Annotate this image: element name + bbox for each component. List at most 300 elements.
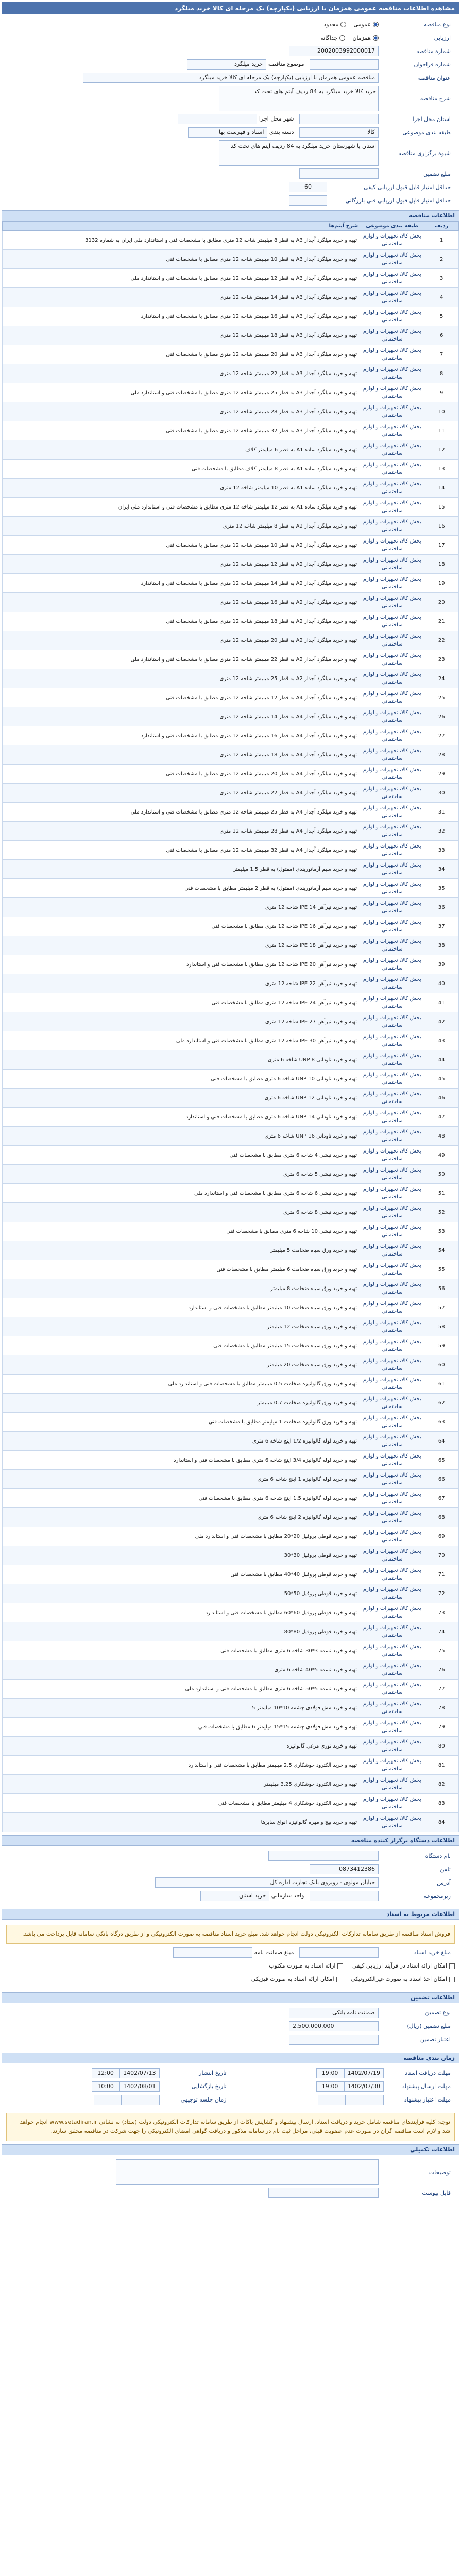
extra-notes-value <box>116 2159 379 2185</box>
sys-row <box>6 194 455 207</box>
row-description: تهیه و خرید تیرآهن IPE 18 شاخه 12 متری <box>3 936 360 955</box>
row-unit: بخش کالا، تجهیزات و لوازم ساختمانی <box>360 1660 424 1680</box>
row-number: 39 <box>424 955 459 974</box>
row-description: تهیه و خرید تسمه 5*40 شاخه 6 متری <box>3 1660 360 1680</box>
row-unit: بخش کالا، تجهیزات و لوازم ساختمانی <box>360 326 424 345</box>
row-unit: بخش کالا، تجهیزات و لوازم ساختمانی <box>360 1127 424 1146</box>
table-row <box>3 1470 459 1489</box>
dates-grid <box>2 2063 459 2110</box>
row-number: 32 <box>424 822 459 841</box>
row-number: 68 <box>424 1508 459 1527</box>
tender-no-value: 2002003992000017 <box>289 46 379 56</box>
row-unit: بخش کالا، تجهیزات و لوازم ساختمانی <box>360 460 424 479</box>
table-row <box>3 1584 459 1603</box>
sys-label: حداقل امتیاز قابل قبول ارزیابی فنی بازرگانی <box>345 197 451 204</box>
table-row <box>3 1508 459 1527</box>
items-body <box>3 231 459 1832</box>
row-unit: بخش کالا، تجهیزات و لوازم ساختمانی <box>360 1336 424 1355</box>
table-row <box>3 1565 459 1584</box>
row-description: تهیه و خرید تیرآهن IPE 20 شاخه 12 متری مطابق با مشخصات فنی و استاندارد <box>3 955 360 974</box>
row-unit: بخش کالا، تجهیزات و لوازم ساختمانی <box>360 1794 424 1813</box>
table-row <box>3 1527 459 1546</box>
table-row <box>3 231 459 250</box>
time-value: 19:00 <box>316 2081 344 2092</box>
row-number: 47 <box>424 1108 459 1127</box>
employer-sub-value <box>310 1891 379 1901</box>
row-number: 24 <box>424 669 459 688</box>
row-number: 48 <box>424 1127 459 1146</box>
docs-opt2-checkbox[interactable] <box>337 1963 343 1969</box>
items-table <box>2 221 459 1832</box>
row-description: تهیه و خرید میلگرد آجدار A3 به قطر 16 میلیمتر شاخه 12 متری مطابق با مشخصات فنی و استاندارد <box>3 307 360 326</box>
title-label: عنوان مناقصه <box>418 74 451 81</box>
title-value: مناقصه عمومی همزمان با ارزیابی (یکپارچه) یک مرحله ای کالا خرید میلگرد <box>83 73 379 83</box>
row-description: تهیه و خرید میلگرد آجدار A3 به قطر 8 میلیمتر شاخه 12 متری مطابق با مشخصات فنی و استاندارد ملی ایران به شماره 3132 <box>3 231 360 250</box>
docs-opt4-checkbox[interactable] <box>336 1977 342 1982</box>
row-description: تهیه و خرید میلگرد ساده A1 به قطر 8 میلیمتر کلاف مطابق با مشخصات فنی <box>3 460 360 479</box>
row-unit: بخش کالا، تجهیزات و لوازم ساختمانی <box>360 974 424 993</box>
employer-name-value <box>268 1851 379 1861</box>
table-row <box>3 669 459 688</box>
extra-file-label: فایل پیوست <box>422 2189 451 2196</box>
category-value: اسناد و فهرست بها <box>188 127 267 138</box>
row-unit: بخش کالا، تجهیزات و لوازم ساختمانی <box>360 1584 424 1603</box>
dates-section <box>2 2053 459 2110</box>
row-number: 13 <box>424 460 459 479</box>
row-description: تهیه و خرید ناودانی UNP 12 شاخه 6 متری <box>3 1089 360 1108</box>
cat-label: طبقه بندی موضوعی <box>402 129 451 136</box>
guarantee-value <box>299 168 379 179</box>
date-label: تاریخ انتشار <box>199 2070 227 2077</box>
min-score-label: حداقل امتیاز قابل قبول ارزیابی کیفی <box>364 183 451 191</box>
guarantee-deadline-row <box>6 2033 455 2046</box>
table-row <box>3 784 459 803</box>
row-unit: بخش کالا، تجهیزات و لوازم ساختمانی <box>360 803 424 822</box>
row-description: تهیه و خرید میلگرد آجدار A2 به قطر 25 میلیمتر شاخه 12 متری <box>3 669 360 688</box>
table-row <box>3 745 459 765</box>
guarantee-amount-label: مبلغ تضمین (ریال) <box>407 2023 451 2030</box>
row-description: تهیه و خرید ناودانی UNP 8 شاخه 6 متری <box>3 1050 360 1070</box>
date-label: زمان جلسه توجیهی <box>180 2096 227 2104</box>
date-value: 1402/07/19 <box>344 2068 384 2078</box>
row-unit: بخش کالا، تجهیزات و لوازم ساختمانی <box>360 1813 424 1832</box>
row-unit: بخش کالا، تجهیزات و لوازم ساختمانی <box>360 1565 424 1584</box>
title-row <box>6 71 455 84</box>
row-description: تهیه و خرید میلگرد ساده A1 به قطر 10 میلیمتر شاخه 12 متری <box>3 479 360 498</box>
table-row <box>3 440 459 460</box>
docs-deposit-label: مبلغ ضمانت نامه <box>254 1948 294 1956</box>
extra-notes-row <box>6 2158 455 2186</box>
row-description: تهیه و خرید میلگرد آجدار A3 به قطر 14 میلیمتر شاخه 12 متری <box>3 288 360 307</box>
table-row <box>3 1432 459 1451</box>
row-description: تهیه و خرید میلگرد آجدار A2 به قطر 22 میلیمتر شاخه 12 متری مطابق با مشخصات فنی و استاندارد ملی <box>3 650 360 669</box>
col-desc: شرح آیتم‌ها <box>3 222 360 231</box>
table-row <box>3 1813 459 1832</box>
row-unit: بخش کالا، تجهیزات و لوازم ساختمانی <box>360 1394 424 1413</box>
row-number: 42 <box>424 1012 459 1031</box>
docs-price-row <box>6 1946 455 1959</box>
row-unit: بخش کالا، تجهیزات و لوازم ساختمانی <box>360 745 424 765</box>
row-number: 49 <box>424 1146 459 1165</box>
row-description: تهیه و خرید میلگرد آجدار A3 به قطر 10 میلیمتر شاخه 12 متری مطابق با مشخصات فنی <box>3 250 360 269</box>
employer-section <box>2 1835 459 1906</box>
row-unit: بخش کالا، تجهیزات و لوازم ساختمانی <box>360 650 424 669</box>
table-row <box>3 1794 459 1813</box>
row-unit: بخش کالا، تجهیزات و لوازم ساختمانی <box>360 917 424 936</box>
eval-row <box>6 31 455 44</box>
row-description: تهیه و خرید ورق سیاه ضخامت 10 میلیمتر مطابق با مشخصات فنی و استاندارد <box>3 1298 360 1317</box>
row-number: 72 <box>424 1584 459 1603</box>
row-description: تهیه و خرید سیم آرماتوربندی (مفتول) به قطر 2 میلیمتر مطابق با مشخصات فنی <box>3 879 360 898</box>
row-number: 73 <box>424 1603 459 1622</box>
row-number: 75 <box>424 1641 459 1660</box>
table-row <box>3 1012 459 1031</box>
row-number: 76 <box>424 1660 459 1680</box>
desc-label: شرح مناقصه <box>420 95 451 102</box>
docs-opt3-checkbox[interactable] <box>449 1977 455 1982</box>
row-number: 6 <box>424 326 459 345</box>
row-description: تهیه و خرید میلگرد آجدار A4 به قطر 14 میلیمتر شاخه 12 متری <box>3 707 360 726</box>
row-unit: بخش کالا، تجهیزات و لوازم ساختمانی <box>360 517 424 536</box>
row-description: تهیه و خرید لوله گالوانیزه 2 اینچ شاخه 6 متری <box>3 1508 360 1527</box>
row-description: تهیه و خرید ورق سیاه ضخامت 20 میلیمتر <box>3 1355 360 1375</box>
table-row <box>3 555 459 574</box>
row-number: 78 <box>424 1699 459 1718</box>
employer-phone-row <box>6 1862 455 1876</box>
row-unit: بخش کالا، تجهیزات و لوازم ساختمانی <box>360 1603 424 1622</box>
row-number: 54 <box>424 1241 459 1260</box>
table-row <box>3 1222 459 1241</box>
row-unit: بخش کالا، تجهیزات و لوازم ساختمانی <box>360 1279 424 1298</box>
type-row <box>6 18 455 31</box>
row-unit: بخش کالا، تجهیزات و لوازم ساختمانی <box>360 631 424 650</box>
date-value: 1402/08/01 <box>119 2081 159 2092</box>
row-description: تهیه و خرید تیرآهن IPE 24 شاخه 12 متری مطابق با مشخصات فنی <box>3 993 360 1012</box>
row-number: 65 <box>424 1451 459 1470</box>
row-description: تهیه و خرید میلگرد آجدار A2 به قطر 12 میلیمتر شاخه 12 متری <box>3 555 360 574</box>
table-row <box>3 688 459 707</box>
ref-value <box>310 59 379 70</box>
row-description: تهیه و خرید الکترود جوشکاری 4 میلیمتر مطابق با مشخصات فنی <box>3 1794 360 1813</box>
docs-note: فروش اسناد مناقصه از طریق سامانه تدارکات الکترونیکی دولت انجام خواهد شد. مبلغ خرید اسناد مناقصه به صورت الکترونیکی و از طریق درگاه بانکی سامانه قابل پرداخت می باشد. <box>6 1925 455 1944</box>
cat-row <box>6 126 455 139</box>
row-number: 83 <box>424 1794 459 1813</box>
row-number: 17 <box>424 536 459 555</box>
row-description: تهیه و خرید تیرآهن IPE 22 شاخه 12 متری <box>3 974 360 993</box>
table-row <box>3 345 459 364</box>
table-row <box>3 1546 459 1565</box>
row-description: تهیه و خرید تیرآهن IPE 27 شاخه 12 متری <box>3 1012 360 1031</box>
table-row <box>3 974 459 993</box>
table-row <box>3 1603 459 1622</box>
table-row <box>3 250 459 269</box>
row-number: 69 <box>424 1527 459 1546</box>
row-number: 61 <box>424 1375 459 1394</box>
table-row <box>3 498 459 517</box>
row-number: 29 <box>424 765 459 784</box>
dates-section-title: زمان بندی مناقصه <box>2 2053 459 2063</box>
row-number: 36 <box>424 898 459 917</box>
row-number: 16 <box>424 517 459 536</box>
province-row <box>6 112 455 126</box>
row-description: تهیه و خرید میلگرد آجدار A3 به قطر 18 میلیمتر شاخه 12 متری <box>3 326 360 345</box>
row-description: تهیه و خرید تسمه 3*30 شاخه 6 متری مطابق با مشخصات فنی <box>3 1641 360 1660</box>
row-number: 26 <box>424 707 459 726</box>
row-description: تهیه و خرید میلگرد آجدار A2 به قطر 14 میلیمتر شاخه 12 متری مطابق با مشخصات فنی و استاندارد <box>3 574 360 593</box>
row-number: 52 <box>424 1203 459 1222</box>
category-label: دسته بندی <box>269 129 294 135</box>
docs-price-value <box>299 1947 379 1958</box>
row-description: تهیه و خرید میلگرد آجدار A2 به قطر 16 میلیمتر شاخه 12 متری <box>3 593 360 612</box>
row-description: تهیه و خرید میلگرد آجدار A4 به قطر 18 میلیمتر شاخه 12 متری <box>3 745 360 765</box>
setting-label: شیوه برگزاری مناقصه <box>398 149 451 157</box>
row-description: تهیه و خرید تسمه 5*50 شاخه 6 متری مطابق با مشخصات فنی و استاندارد ملی <box>3 1680 360 1699</box>
table-row <box>3 1680 459 1699</box>
row-number: 9 <box>424 383 459 402</box>
row-number: 27 <box>424 726 459 745</box>
table-row <box>3 765 459 784</box>
row-description: تهیه و خرید میلگرد ساده A1 به قطر 6 میلیمتر کلاف <box>3 440 360 460</box>
row-unit: بخش کالا، تجهیزات و لوازم ساختمانی <box>360 383 424 402</box>
employer-unit-row <box>6 1889 455 1903</box>
desc-value: خرید کالا خرید میلگرد به 84 ردیف آیتم های تحت کد <box>219 86 379 111</box>
docs-deposit-value <box>173 1947 252 1958</box>
row-description: تهیه و خرید قوطی پروفیل 30*30 <box>3 1546 360 1565</box>
row-unit: بخش کالا، تجهیزات و لوازم ساختمانی <box>360 1699 424 1718</box>
eval-radio-separate[interactable] <box>339 35 345 41</box>
employer-address-row <box>6 1876 455 1889</box>
row-number: 40 <box>424 974 459 993</box>
row-number: 28 <box>424 745 459 765</box>
row-description: تهیه و خرید الکترود جوشکاری 2.5 میلیمتر مطابق با مشخصات فنی و استاندارد <box>3 1756 360 1775</box>
table-row <box>3 917 459 936</box>
type-radio-limited[interactable] <box>340 22 346 27</box>
row-number: 23 <box>424 650 459 669</box>
row-unit: بخش کالا، تجهیزات و لوازم ساختمانی <box>360 250 424 269</box>
row-number: 80 <box>424 1737 459 1756</box>
row-description: تهیه و خرید قوطی پروفیل 20*20 مطابق با مشخصات فنی و استاندارد ملی <box>3 1527 360 1546</box>
min-score-value: 60 <box>289 182 327 192</box>
table-row <box>3 1089 459 1108</box>
table-row <box>3 421 459 440</box>
table-row <box>3 1260 459 1279</box>
row-number: 19 <box>424 574 459 593</box>
eval-radio-concurrent[interactable] <box>373 35 379 41</box>
row-unit: بخش کالا، تجهیزات و لوازم ساختمانی <box>360 1050 424 1070</box>
row-unit: بخش کالا، تجهیزات و لوازم ساختمانی <box>360 726 424 745</box>
row-description: تهیه و خرید ناودانی UNP 10 شاخه 6 متری مطابق با مشخصات فنی <box>3 1070 360 1089</box>
row-unit: بخش کالا، تجهیزات و لوازم ساختمانی <box>360 936 424 955</box>
row-number: 18 <box>424 555 459 574</box>
row-unit: بخش کالا، تجهیزات و لوازم ساختمانی <box>360 1089 424 1108</box>
row-number: 81 <box>424 1756 459 1775</box>
table-row <box>3 288 459 307</box>
row-description: تهیه و خرید میلگرد آجدار A4 به قطر 20 میلیمتر شاخه 12 متری مطابق با مشخصات فنی <box>3 765 360 784</box>
row-description: تهیه و خرید میلگرد آجدار A4 به قطر 28 میلیمتر شاخه 12 متری <box>3 822 360 841</box>
row-unit: بخش کالا، تجهیزات و لوازم ساختمانی <box>360 822 424 841</box>
row-number: 46 <box>424 1089 459 1108</box>
row-description: تهیه و خرید لوله گالوانیزه 1 اینچ شاخه 6 متری <box>3 1470 360 1489</box>
eval-option-concurrent: همزمان <box>352 34 371 41</box>
table-row <box>3 479 459 498</box>
guarantee-type-row <box>6 2006 455 2020</box>
row-unit: بخش کالا، تجهیزات و لوازم ساختمانی <box>360 707 424 726</box>
top-section <box>2 14 459 210</box>
table-row <box>3 1241 459 1260</box>
docs-opt-row-2 <box>6 1973 455 1986</box>
extra-section <box>2 2144 459 2202</box>
row-number: 53 <box>424 1222 459 1241</box>
guarantee-deadline-value <box>289 2035 379 2045</box>
row-description: تهیه و خرید تیرآهن IPE 16 شاخه 12 متری مطابق با مشخصات فنی <box>3 917 360 936</box>
col-num: ردیف <box>424 222 459 231</box>
row-number: 70 <box>424 1546 459 1565</box>
row-description: تهیه و خرید قوطی پروفیل 40*40 مطابق با مشخصات فنی <box>3 1565 360 1584</box>
row-description: تهیه و خرید نبشی 10 شاخه 6 متری مطابق با مشخصات فنی <box>3 1222 360 1241</box>
row-description: تهیه و خرید مش فولادی چشمه 15*15 میلیمتر 6 مطابق با مشخصات فنی <box>3 1718 360 1737</box>
row-unit: بخش کالا، تجهیزات و لوازم ساختمانی <box>360 860 424 879</box>
row-description: تهیه و خرید ورق سیاه ضخامت 6 میلیمتر مطابق با مشخصات فنی <box>3 1260 360 1279</box>
row-description: تهیه و خرید تیرآهن IPE 30 شاخه 12 متری مطابق با مشخصات فنی و استاندارد ملی <box>3 1031 360 1050</box>
row-unit: بخش کالا، تجهیزات و لوازم ساختمانی <box>360 1375 424 1394</box>
table-row <box>3 574 459 593</box>
row-description: تهیه و خرید ورق گالوانیزه ضخامت 1 میلیمتر مطابق با مشخصات فنی <box>3 1413 360 1432</box>
guarantee-deadline-label: اعتبار تضمین <box>420 2036 451 2043</box>
ref-row <box>6 58 455 71</box>
docs-opt4-label: امکان ارائه اسناد به صورت فیزیکی <box>251 1976 334 1983</box>
row-description: تهیه و خرید نبشی 6 شاخه 6 متری مطابق با مشخصات فنی و استاندارد ملی <box>3 1184 360 1203</box>
row-number: 11 <box>424 421 459 440</box>
table-row <box>3 955 459 974</box>
row-description: تهیه و خرید ورق سیاه ضخامت 12 میلیمتر <box>3 1317 360 1336</box>
row-description: تهیه و خرید قوطی پروفیل 80*80 <box>3 1622 360 1641</box>
guarantee-amount-value: 2,500,000,000 <box>289 2021 379 2031</box>
row-description: تهیه و خرید میلگرد آجدار A3 به قطر 28 میلیمتر شاخه 12 متری <box>3 402 360 421</box>
table-row <box>3 383 459 402</box>
row-description: تهیه و خرید میلگرد آجدار A4 به قطر 12 میلیمتر شاخه 12 متری مطابق با مشخصات فنی <box>3 688 360 707</box>
row-description: تهیه و خرید میلگرد آجدار A2 به قطر 20 میلیمتر شاخه 12 متری <box>3 631 360 650</box>
table-row <box>3 326 459 345</box>
row-description: تهیه و خرید ورق سیاه ضخامت 8 میلیمتر <box>3 1279 360 1298</box>
row-unit: بخش کالا، تجهیزات و لوازم ساختمانی <box>360 955 424 974</box>
row-number: 56 <box>424 1279 459 1298</box>
date-value: 1402/07/13 <box>119 2068 159 2078</box>
row-unit: بخش کالا، تجهیزات و لوازم ساختمانی <box>360 1775 424 1794</box>
docs-section <box>2 1909 459 1989</box>
row-description: تهیه و خرید لوله گالوانیزه 1/2 اینچ شاخه 6 متری <box>3 1432 360 1451</box>
docs-opt1-checkbox[interactable] <box>449 1963 455 1969</box>
date-label: تاریخ بازگشایی <box>191 2083 227 2090</box>
row-unit: بخش کالا، تجهیزات و لوازم ساختمانی <box>360 1031 424 1050</box>
table-row <box>3 402 459 421</box>
row-description: تهیه و خرید لوله گالوانیزه 3/4 اینچ شاخه 6 متری مطابق با مشخصات فنی و استاندارد <box>3 1451 360 1470</box>
row-number: 55 <box>424 1260 459 1279</box>
row-unit: بخش کالا، تجهیزات و لوازم ساختمانی <box>360 1317 424 1336</box>
table-row <box>3 1050 459 1070</box>
row-description: تهیه و خرید قوطی پروفیل 60*60 مطابق با مشخصات فنی و استاندارد <box>3 1603 360 1622</box>
table-row <box>3 612 459 631</box>
row-unit: بخش کالا، تجهیزات و لوازم ساختمانی <box>360 1756 424 1775</box>
table-row <box>3 1336 459 1355</box>
time-value: 19:00 <box>316 2068 344 2078</box>
row-unit: بخش کالا، تجهیزات و لوازم ساختمانی <box>360 479 424 498</box>
date-cell <box>6 2093 231 2107</box>
row-unit: بخش کالا، تجهیزات و لوازم ساختمانی <box>360 879 424 898</box>
table-row <box>3 822 459 841</box>
row-unit: بخش کالا، تجهیزات و لوازم ساختمانی <box>360 1737 424 1756</box>
table-row <box>3 1775 459 1794</box>
type-label: نوع مناقصه <box>423 21 451 28</box>
row-number: 74 <box>424 1622 459 1641</box>
row-number: 1 <box>424 231 459 250</box>
row-unit: بخش کالا، تجهیزات و لوازم ساختمانی <box>360 1070 424 1089</box>
table-row <box>3 1451 459 1470</box>
row-number: 67 <box>424 1489 459 1508</box>
row-number: 10 <box>424 402 459 421</box>
employer-section-title: اطلاعات دستگاه برگزار کننده مناقصه <box>2 1835 459 1846</box>
table-row <box>3 269 459 288</box>
row-number: 59 <box>424 1336 459 1355</box>
table-row <box>3 307 459 326</box>
city-label: شهر محل اجرا <box>259 115 294 122</box>
tender-no-row <box>6 44 455 58</box>
table-row <box>3 1355 459 1375</box>
table-row <box>3 1756 459 1775</box>
row-unit: بخش کالا، تجهیزات و لوازم ساختمانی <box>360 364 424 383</box>
date-label: مهلت ارسال پیشنهاد <box>402 2083 451 2090</box>
date-label: مهلت اعتبار پیشنهاد <box>404 2096 451 2104</box>
row-description: تهیه و خرید ورق سیاه ضخامت 5 میلیمتر <box>3 1241 360 1260</box>
row-number: 77 <box>424 1680 459 1699</box>
table-row <box>3 631 459 650</box>
row-unit: بخش کالا، تجهیزات و لوازم ساختمانی <box>360 574 424 593</box>
row-number: 12 <box>424 440 459 460</box>
employer-address-value: خیابان مولوی - روبروی بانک تجارت اداره کل <box>155 1877 379 1888</box>
date-cell <box>231 2080 455 2093</box>
table-row <box>3 536 459 555</box>
row-description: تهیه و خرید سیم آرماتوربندی (مفتول) به قطر 1.5 میلیمتر <box>3 860 360 879</box>
row-unit: بخش کالا، تجهیزات و لوازم ساختمانی <box>360 1108 424 1127</box>
row-number: 63 <box>424 1413 459 1432</box>
row-description: تهیه و خرید لوله گالوانیزه 1.5 اینچ شاخه 6 متری مطابق با مشخصات فنی <box>3 1489 360 1508</box>
row-number: 57 <box>424 1298 459 1317</box>
row-description: تهیه و خرید میلگرد ساده A1 به قطر 12 میلیمتر شاخه 12 متری مطابق با مشخصات فنی و استاندارد ملی ایران <box>3 498 360 517</box>
row-number: 37 <box>424 917 459 936</box>
row-unit: بخش کالا، تجهیزات و لوازم ساختمانی <box>360 1680 424 1699</box>
table-row <box>3 1317 459 1336</box>
type-radio-public[interactable] <box>373 22 379 27</box>
row-number: 31 <box>424 803 459 822</box>
row-description: تهیه و خرید نبشی 8 شاخه 6 متری <box>3 1203 360 1222</box>
row-unit: بخش کالا، تجهیزات و لوازم ساختمانی <box>360 593 424 612</box>
docs-opt3-label: امکان اخذ اسناد به صورت غیرالکترونیکی <box>350 1976 447 1983</box>
row-description: تهیه و خرید میلگرد آجدار A3 به قطر 25 میلیمتر شاخه 12 متری مطابق با مشخصات فنی و استاندارد ملی <box>3 383 360 402</box>
row-description: تهیه و خرید ناودانی UNP 16 شاخه 6 متری <box>3 1127 360 1146</box>
row-unit: بخش کالا، تجهیزات و لوازم ساختمانی <box>360 784 424 803</box>
row-unit: بخش کالا، تجهیزات و لوازم ساختمانی <box>360 898 424 917</box>
row-description: تهیه و خرید مش فولادی چشمه 10*10 میلیمتر 5 <box>3 1699 360 1718</box>
page-header <box>2 2 459 14</box>
date-cell <box>231 2093 455 2107</box>
subject-label: موضوع مناقصه <box>268 61 304 67</box>
row-description: تهیه و خرید میلگرد آجدار A2 به قطر 8 میلیمتر شاخه 12 متری <box>3 517 360 536</box>
row-number: 34 <box>424 860 459 879</box>
row-description: تهیه و خرید قوطی پروفیل 50*50 <box>3 1584 360 1603</box>
table-row <box>3 593 459 612</box>
row-number: 82 <box>424 1775 459 1794</box>
row-unit: بخش کالا، تجهیزات و لوازم ساختمانی <box>360 841 424 860</box>
row-number: 62 <box>424 1394 459 1413</box>
